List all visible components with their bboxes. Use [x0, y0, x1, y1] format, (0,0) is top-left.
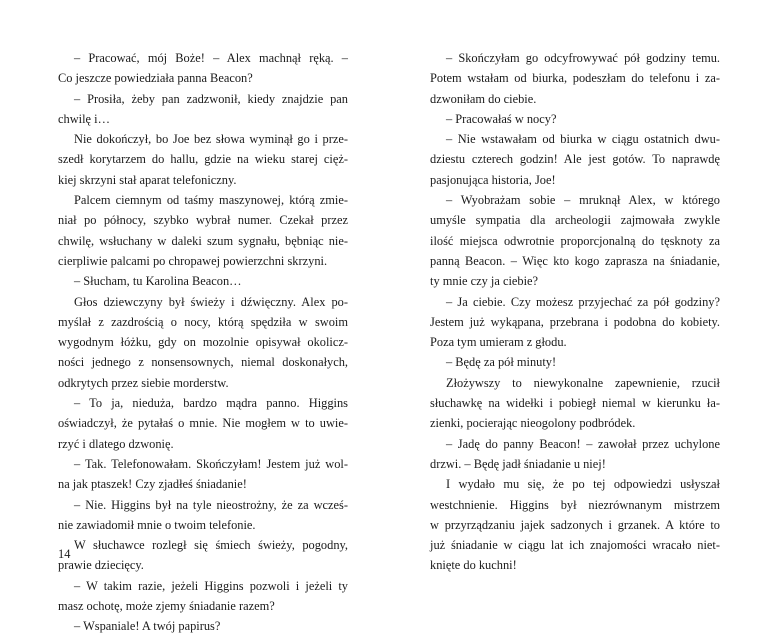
text-line: dziestu czterech godzin! Ale jest gotów. To naprawdę	[430, 152, 720, 167]
text-line: ilość miejsca odwrotnie proporcjonalną do tęsknoty za	[430, 233, 720, 248]
text-line: niał po północy, szybko wybrał numer. Czekał przez	[58, 213, 348, 228]
text-line: w przyrządzaniu jajek sadzonych i grzanek. A które to	[430, 517, 720, 532]
text-line: szedł korytarzem do hallu, gdzie na wieku starej cięż-	[58, 152, 348, 167]
text-line: kiej skrzyni stał aparat telefoniczny.	[58, 172, 237, 187]
text-line: prawie dziecięcy.	[58, 558, 144, 573]
text-line: – Będę za pół minuty!	[446, 355, 557, 370]
text-line: – W takim razie, jeżeli Higgins pozwoli i jeżeli ty	[74, 578, 348, 593]
left-page	[58, 48, 348, 637]
text-line: chwilę i…	[58, 111, 110, 126]
text-line: – Prosiła, żeby pan zadzwonił, kiedy znajdzie pan	[74, 91, 348, 106]
text-line: Palcem ciemnym od taśmy maszynowej, którą zmie-	[74, 193, 348, 208]
text-line: rzyć i dlatego dzwonię.	[58, 436, 174, 451]
text-line: na jak ptaszek! Czy zjadłeś śniadanie!	[58, 477, 247, 492]
text-line: Jestem już wykąpana, przebrana i podobna do kobiety.	[430, 314, 720, 329]
text-line: Potem wstałam od biurka, podeszłam do telefonu i za-	[430, 71, 720, 86]
text-line: oświadczył, że pytałaś o mnie. Nie mogłem w to uwie-	[58, 416, 348, 431]
text-line: – Słucham, tu Karolina Beacon…	[74, 274, 242, 289]
text-line: – Pracowałaś w nocy?	[446, 111, 557, 126]
text-line: umyśle sympatia dla archeologii zajmowała zwykle	[430, 213, 720, 228]
text-line: Poza tym umieram z głodu.	[430, 335, 567, 350]
text-line: odkrytych przez siebie morderstw.	[58, 375, 229, 390]
text-line: masz ochotę, może zjemy śniadanie razem?	[58, 599, 275, 614]
text-line: ty mnie czy ja ciebie?	[430, 274, 539, 289]
text-line: pasjonująca historia, Joe!	[430, 172, 556, 187]
text-line: westchnienie. Higgins był niezrównanym mistrzem	[430, 497, 720, 512]
text-line: – Jadę do panny Beacon! – zawołał przez uchylone	[446, 436, 720, 451]
text-line: – Skończyłam go odcyfrowywać pół godziny temu.	[446, 51, 720, 65]
text-line: dzwoniłam do ciebie.	[430, 91, 537, 106]
text-line: Złożywszy to niewykonalne zapewnienie, rzucił	[446, 375, 720, 390]
text-line: ności jednego z nonsensownych, niemal doskonałych,	[58, 355, 348, 370]
text-line: drzwi. – Będę jadł śniadanie u niej!	[430, 456, 606, 471]
text-line: myślał z zazdrością o nocy, którą spędziła w swoim	[58, 314, 348, 329]
text-line: chwilę, wsłuchany w daleki szum sygnału, bębniąc nie-	[58, 233, 348, 248]
text-line: – Wspaniale! A twój papirus?	[74, 619, 221, 634]
text-line: już śniadanie w ciągu lat ich znajomości wracało niet-	[430, 538, 720, 553]
text-line: wygodnym łóżku, gdy on mozolnie opisywał okolicz-	[58, 335, 348, 350]
text-line: – Wyobrażam sobie – mruknął Alex, w którego	[446, 193, 720, 208]
text-line: Głos dziewczyny był świeży i dźwięczny. Alex po-	[74, 294, 348, 309]
text-line: knięte do kuchni!	[430, 558, 517, 573]
text-line: – Nie. Higgins był na tyle nieostrożny, że za wcześ-	[74, 497, 348, 512]
right-page	[430, 48, 720, 576]
text-line: – Ja ciebie. Czy możesz przyjechać za pół godziny?	[446, 294, 720, 309]
text-line: słuchawkę na widełki i pobiegł niemal w kierunku ła-	[430, 396, 720, 411]
page-number: 14	[58, 547, 71, 561]
text-line: Nie dokończył, bo Joe bez słowa wyminął go i prze-	[74, 132, 348, 147]
text-line: – Pracować, mój Boże! – Alex machnął ręką. –	[74, 51, 348, 65]
text-line: I wydało mu się, że po tej odpowiedzi usłyszał	[446, 477, 720, 492]
text-line: Co jeszcze powiedziała panna Beacon?	[58, 71, 253, 86]
text-line: W słuchawce rozległ się śmiech świeży, pogodny,	[74, 538, 348, 553]
text-line: nie zawiadomił mnie o twoim telefonie.	[58, 517, 256, 532]
text-line: zienki, pocierając nieogolony podbródek.	[430, 416, 636, 431]
text-line: – To ja, nieduża, bardzo mądra panno. Higgins	[74, 396, 348, 411]
text-line: – Tak. Telefonowałam. Skończyłam! Jestem już wol-	[74, 456, 348, 471]
text-line: cierpliwie palcami po chropawej powierzchni skrzyni.	[58, 253, 328, 268]
text-line: – Nie wstawałam od biurka w ciągu ostatnich dwu-	[446, 132, 720, 147]
text-line: panną Beacon. – Więc kto kogo zaprasza na śniadanie,	[430, 253, 720, 268]
